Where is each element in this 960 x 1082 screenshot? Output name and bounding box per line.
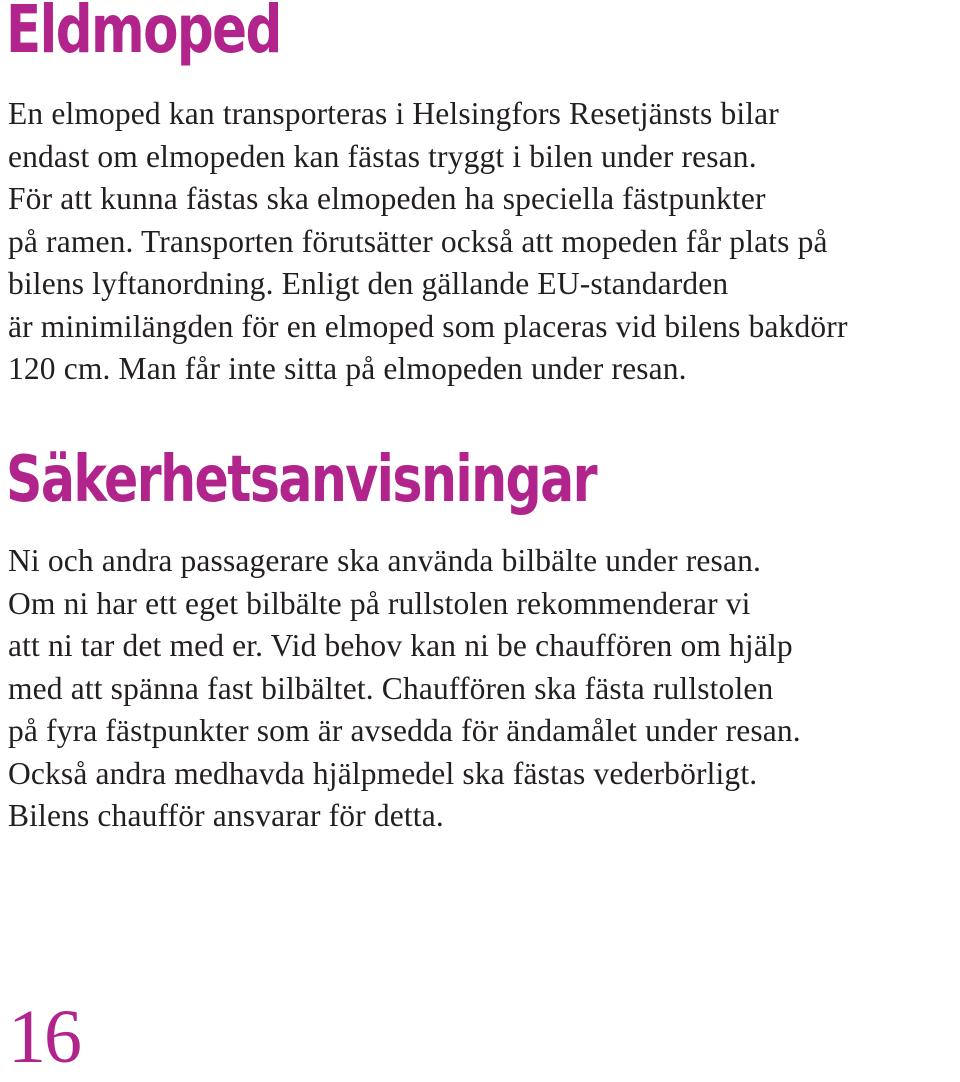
text-line: Ni och andra passagerare ska använda bilbälte under resan. <box>8 543 761 578</box>
text-line: 120 cm. Man får inte sitta på elmopeden under resan. <box>8 351 687 386</box>
text-line: endast om elmopeden kan fästas tryggt i bilen under resan. <box>8 138 757 174</box>
text-line: Om ni har ett eget bilbälte på rullstolen rekommenderar vi <box>8 585 751 621</box>
text-line: Också andra medhavda hjälpmedel ska fästas vederbörligt. <box>8 755 758 791</box>
section-heading-sakerhetsanvisningar: Säkerhetsanvisningar <box>6 443 597 517</box>
text-line: En elmoped kan transporteras i Helsingfors Resetjänsts bilar <box>8 96 779 131</box>
text-line: på ramen. Transporten förutsätter också att mopeden får plats på <box>8 223 828 259</box>
page-number: 16 <box>8 995 80 1079</box>
text-line: med att spänna fast bilbältet. Chauffören ska fästa rullstolen <box>8 670 774 706</box>
text-line: att ni tar det med er. Vid behov kan ni be chauffören om hjälp <box>8 628 793 663</box>
text-line: är minimilängden för en elmoped som placeras vid bilens bakdörr <box>8 308 848 344</box>
text-line: För att kunna fästas ska elmopeden ha speciella fästpunkter <box>8 181 766 216</box>
text-line: på fyra fästpunkter som är avsedda för ändamålet under resan. <box>8 713 801 748</box>
text-line: Bilens chaufför ansvarar för detta. <box>8 798 444 833</box>
paragraph-sakerhetsanvisningar <box>8 540 801 838</box>
section-heading-eldmoped: Eldmoped <box>6 0 281 68</box>
text-line: bilens lyftanordning. Enligt den gällande EU-standarden <box>8 266 729 301</box>
paragraph-eldmoped <box>8 93 848 391</box>
